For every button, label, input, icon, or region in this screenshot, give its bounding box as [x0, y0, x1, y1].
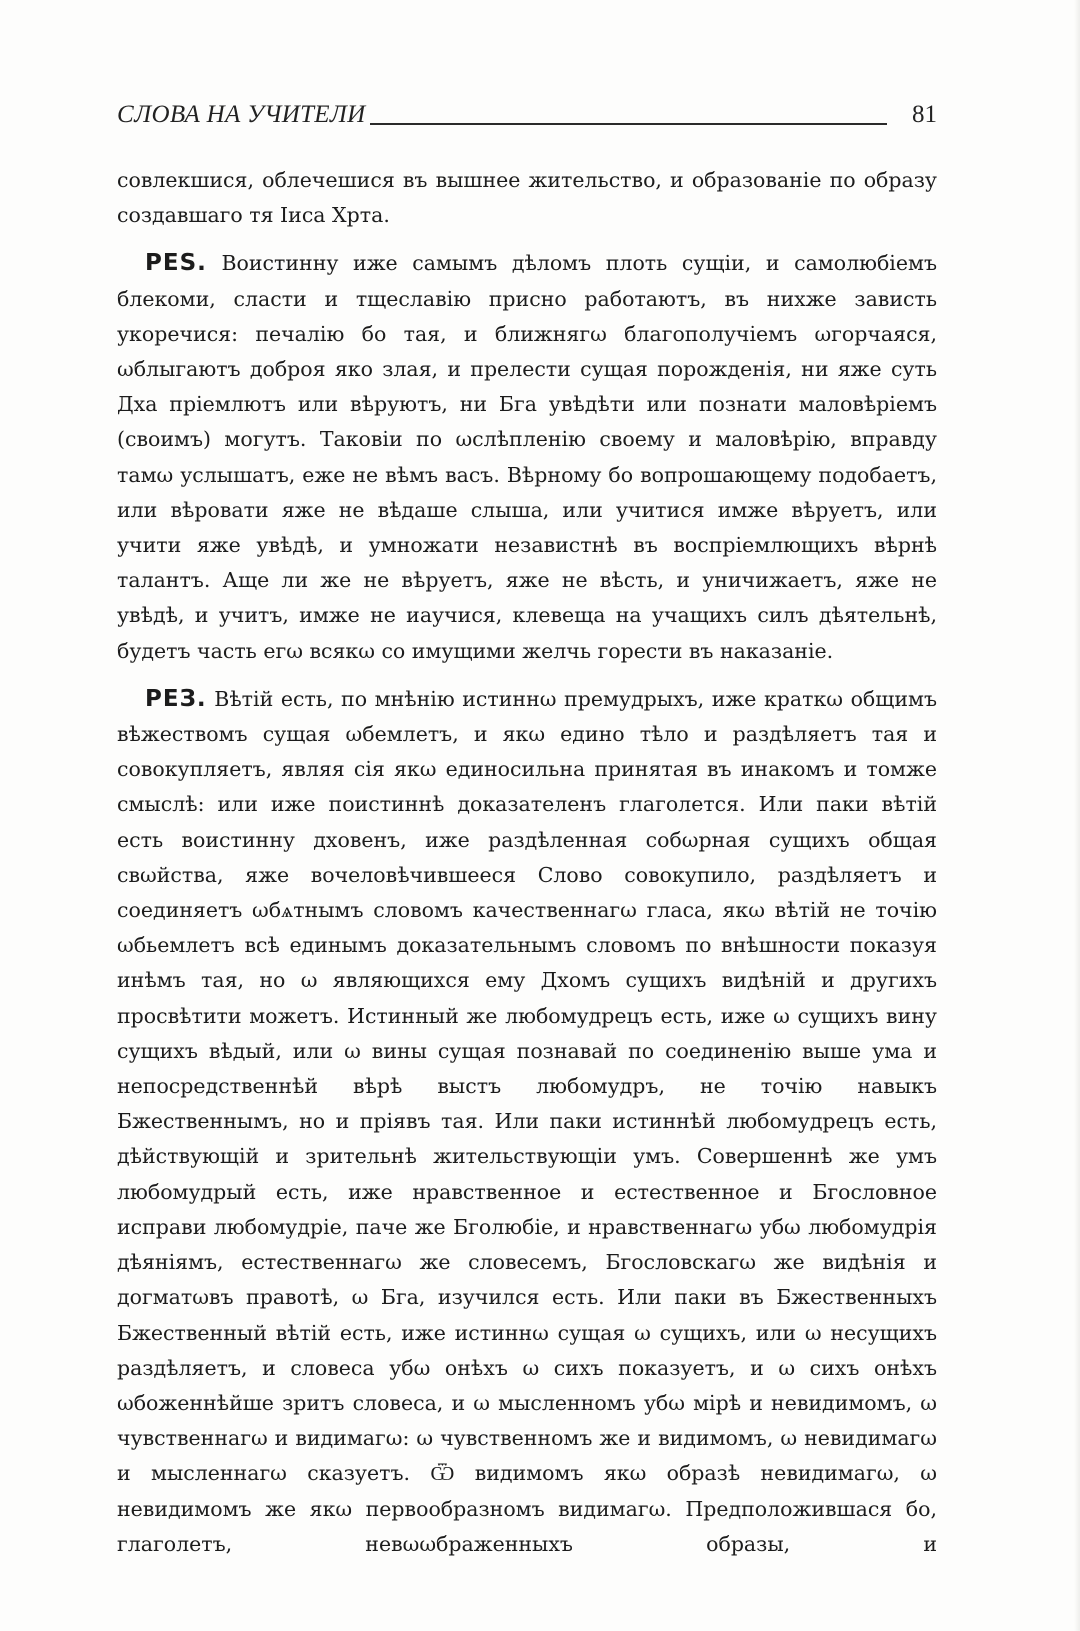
page-number: 81 [912, 101, 937, 128]
paragraph-section-107 [117, 682, 937, 1562]
paragraph-text: Воистинну иже самымъ дѣломъ плоть сущіи, и самолюбіемъ блекоми, сласти и тщеславію присно работаютъ, въ нихже зависть укоречися: печалію бо тая, и ближнягω благополучіемъ ωгорчаяся, ωблыгаютъ доброя яко злая, и прелести сущая порожденія, ни яже суть Дха пріемлютъ или вѣруютъ, ни Бга увѣдѣти или познати маловѣріемъ (своимъ) могутъ. Таковіи по ωслѣпленію своему и маловѣрію, вправду тамω услышатъ, еже не вѣмъ васъ. Вѣрному бо вопрошающему подобаетъ, или вѣровати яже не вѣдаше слыша, или учитися имже вѣруетъ, или учити яже увѣдѣ, и умножати независтнѣ въ воспріемлющихъ вѣрнѣ талантъ. Аще ли же не вѣруетъ, яже не вѣсть, и уничижаетъ, яже не увѣдѣ, и учитъ, имже не иаучися, клевеща на учащихъ силъ дѣятельнѣ, будетъ часть егω всякω со имущими желчь горести въ наказаніе. [117, 251, 937, 663]
paragraph-section-105 [117, 246, 937, 668]
header-rule [370, 123, 887, 125]
body-text [117, 163, 937, 1562]
paragraph-continuation: совлекшися, облечешися въ вышнее жительство, и образованіе по образу создавшаго тя Іиса Хрта. [117, 168, 937, 228]
page-header [117, 100, 937, 140]
running-title: СЛОВА НА УЧИТЕЛИ [117, 101, 366, 128]
paragraph-text: Вѣтій есть, по мнѣнію истиннω премудрыхъ, иже краткω общимъ вѣжествомъ сущая ωбемлетъ, и якω едино тѣло и раздѣляетъ тая и совокупляетъ, являя сія якω единосильна принятая въ инакомъ и томже смыслѣ: или иже поистиннѣ доказателенъ глаголется. Или паки вѣтій есть воистинну дховенъ, иже раздѣленная собωрная сущихъ общая свωйства, яже вочеловѣчившееся Слово совокупило, раздѣляетъ и соединяетъ ωбѧтнымъ словомъ качественнагω гласа, якω вѣтій не точію ωбьемлетъ всѣ единымъ доказательнымъ словомъ по внѣшности показуя инѣмъ тая, но ω являющихся ему Дхомъ сущихъ видѣній и другихъ просвѣтити можетъ. Истинный же любомудрецъ есть, иже ω сущихъ вину сущихъ вѣдый, или ω вины сущая познавай по соединенію выше ума и непосредственнѣй вѣрѣ выстъ любомудръ, не точію навыкъ Бжественнымъ, но и пріявъ тая. Или паки истиннѣй любомудрецъ есть, дѣйствующій и зрительнѣ жительствующіи умъ. Совершеннѣ же умъ любомудрый есть, иже нравственное и естественное и Бгословное исправи любомудріе, паче же Бголюбіе, и нравственнагω убω любомудрія дѣяніямъ, естественнагω же словесемъ, Бгословскагω же видѣнія и догматωвъ правотѣ, ω Бга, изучился есть. Или паки въ Бжественныхъ Бжественный вѣтій есть, иже истиннω сущая ω сущихъ, или ω несущихъ раздѣляетъ, и словеса убω онѣхъ ω сихъ показуетъ, и ω сихъ онѣхъ ωбоженнѣйше зритъ словеса, и ω мысленномъ убω мірѣ и невидимомъ, ω чувственнагω и видимагω: ω чувственномъ же и видимомъ, ω невидимагω и мысленнагω сказуетъ. Ѿ видимомъ якω образѣ невидимагω, ω невидимомъ же якω первообразномъ видимагω. Предположившася бо, глаголетъ, невωωбраженныхъ образы, и [117, 686, 937, 1556]
scan-edge-shadow [1074, 0, 1080, 1631]
section-number: РЕЗ. [145, 685, 207, 712]
section-number: РЕS. [145, 250, 207, 277]
